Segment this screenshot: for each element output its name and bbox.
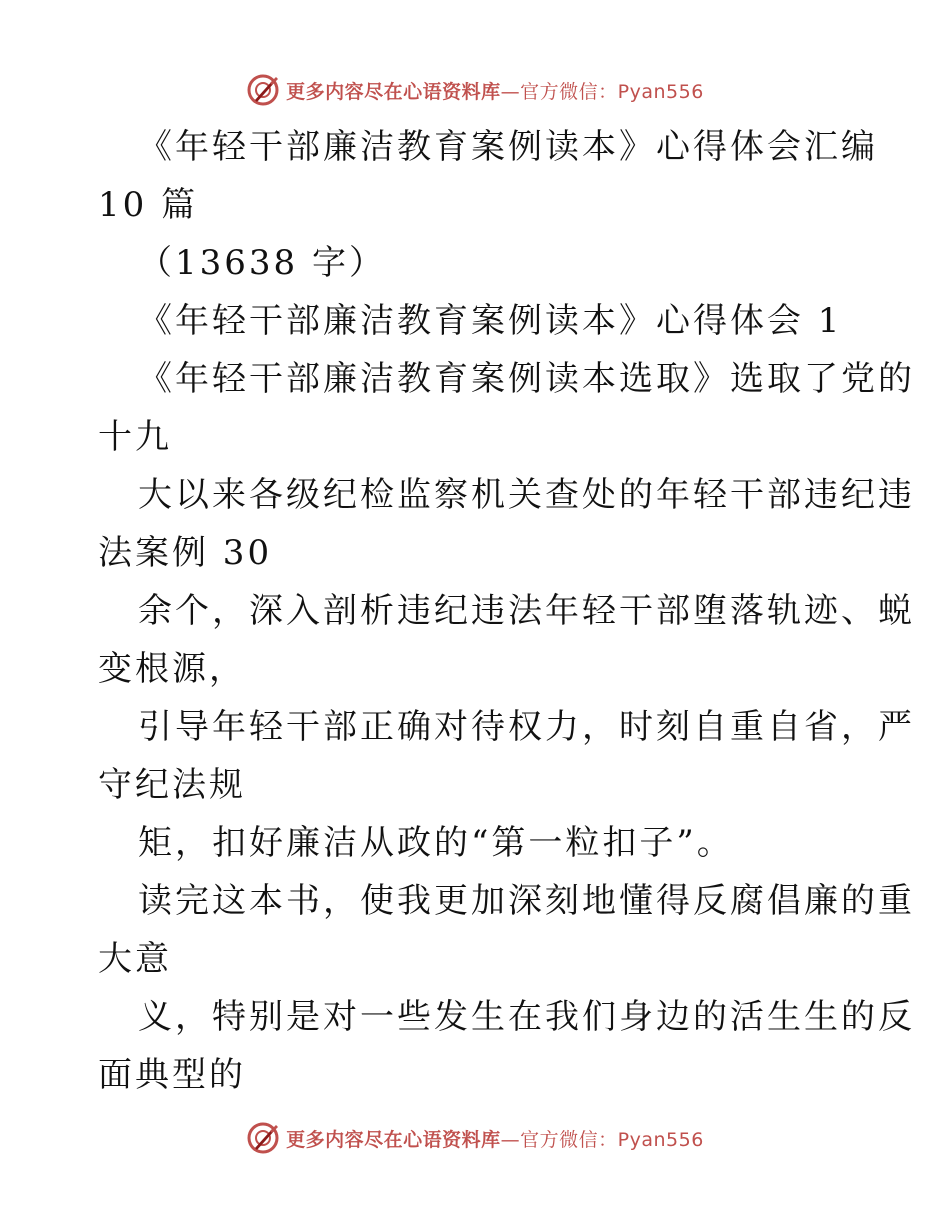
text-line: 法案例 30 <box>98 533 273 573</box>
header-watermark-text <box>286 77 704 104</box>
text-line: 《年轻干部廉洁教育案例读本》心得体会 1 <box>138 301 843 341</box>
text-line: 矩，扣好廉洁从政的“第一粒扣子”。 <box>138 823 734 863</box>
text-line: 义，特别是对一些发生在我们身边的活生生的反 <box>138 997 915 1037</box>
text-line: 读完这本书，使我更加深刻地懂得反腐倡廉的重 <box>138 881 915 921</box>
watermark-dash: — <box>500 80 521 103</box>
document-body <box>0 118 950 1104</box>
text-line: 引导年轻干部正确对待权力，时刻自重自省，严 <box>138 707 915 747</box>
brand-logo-icon <box>246 1121 280 1155</box>
text-line: 余个，深入剖析违纪违法年轻干部堕落轨迹、蜕 <box>138 591 915 631</box>
watermark-main-text: 更多内容尽在心语资料库 <box>286 80 501 103</box>
text-line: 《年轻干部廉洁教育案例读本选取》选取了党的 <box>138 359 915 399</box>
header-watermark-banner <box>0 70 950 110</box>
text-line: 变根源， <box>98 649 246 689</box>
text-line: （13638 字） <box>138 243 386 283</box>
footer-watermark-text <box>286 1125 704 1152</box>
text-line: 十九 <box>98 417 172 457</box>
footer-watermark-banner <box>0 1118 950 1158</box>
watermark-contact: 官方微信：Pyan556 <box>520 80 704 103</box>
text-line: 10 篇 <box>98 185 199 225</box>
brand-logo-icon <box>246 73 280 107</box>
text-line: 《年轻干部廉洁教育案例读本》心得体会汇编 <box>138 127 878 167</box>
text-line: 大以来各级纪检监察机关查处的年轻干部违纪违 <box>138 475 915 515</box>
watermark-dash: — <box>500 1128 521 1151</box>
text-line: 面典型的 <box>98 1055 246 1095</box>
text-line: 大意 <box>98 939 172 979</box>
text-line: 守纪法规 <box>98 765 246 805</box>
watermark-contact: 官方微信：Pyan556 <box>520 1128 704 1151</box>
watermark-main-text: 更多内容尽在心语资料库 <box>286 1128 501 1151</box>
